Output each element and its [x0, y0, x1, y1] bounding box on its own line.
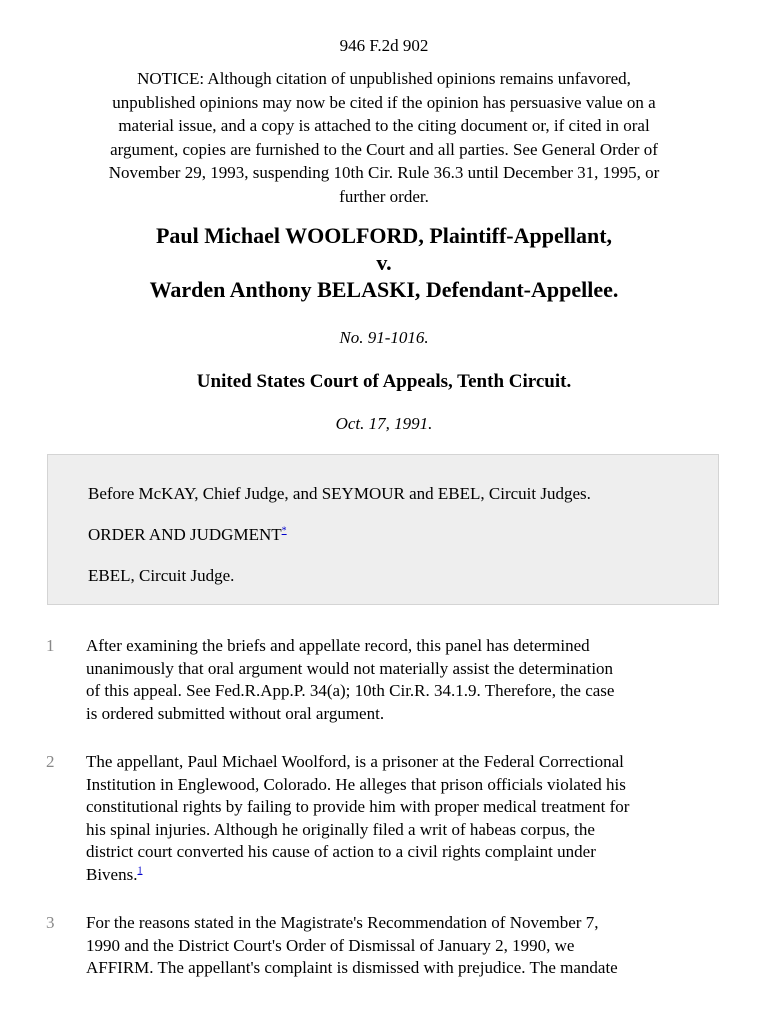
notice-line: argument, copies are furnished to the Court and all parties. See General Order of — [110, 139, 658, 159]
notice-line: NOTICE: Although citation of unpublished opinions remains unfavored, — [137, 69, 631, 88]
decision-date: Oct. 17, 1991. — [335, 414, 433, 433]
footnote-link-star[interactable]: * — [281, 525, 287, 537]
notice-line: unpublished opinions may now be cited if the opinion has persuasive value on a — [112, 92, 656, 112]
judges-panel — [47, 454, 719, 605]
case-caption — [0, 222, 768, 303]
order-title: ORDER AND JUDGMENT — [88, 525, 282, 544]
defendant-name: Warden Anthony BELASKI, Defendant-Appellee. — [149, 277, 619, 302]
paragraph-number: 3 — [46, 913, 55, 932]
paragraph-number: 1 — [46, 636, 55, 655]
paragraph-line: The appellant, Paul Michael Woolford, is a prisoner at the Federal Correctional — [86, 752, 624, 771]
paragraph-line: 1990 and the District Court's Order of Dismissal of January 2, 1990, we — [86, 935, 575, 955]
footnote-link-1[interactable]: 1 — [137, 864, 143, 876]
paragraph-line: of this appeal. See Fed.R.App.P. 34(a); 10th Cir.R. 34.1.9. Therefore, the case — [86, 681, 615, 700]
paragraph-line: Institution in Englewood, Colorado. He alleges that prison officials violated his — [86, 774, 626, 794]
paragraph-text — [86, 751, 726, 886]
author-judge: EBEL, Circuit Judge. — [88, 566, 235, 585]
paragraph-number: 2 — [46, 752, 55, 771]
paragraph-text — [86, 635, 726, 725]
paragraph-line-last — [86, 864, 726, 887]
paragraph-line: After examining the briefs and appellate record, this panel has determined — [86, 636, 590, 655]
panel-judges: Before McKAY, Chief Judge, and SEYMOUR and EBEL, Circuit Judges. — [88, 484, 591, 503]
notice-line: further order. — [339, 186, 429, 206]
paragraph-line: For the reasons stated in the Magistrate's Recommendation of November 7, — [86, 913, 599, 932]
reporter-citation: 946 F.2d 902 — [339, 36, 429, 55]
unpublished-notice — [50, 67, 718, 208]
paragraph-line: unanimously that oral argument would not materially assist the determination — [86, 658, 614, 678]
paragraph-line: his spinal injuries. Although he originally filed a writ of habeas corpus, the — [86, 819, 595, 839]
paragraph-text — [86, 912, 726, 980]
notice-line: November 29, 1993, suspending 10th Cir. Rule 36.3 until December 31, 1995, or — [108, 163, 660, 182]
court-name: United States Court of Appeals, Tenth Circuit. — [196, 371, 572, 392]
notice-line: material issue, and a copy is attached to the citing document or, if cited in oral — [118, 116, 650, 135]
plaintiff-name: Paul Michael WOOLFORD, Plaintiff-Appellant, — [155, 223, 613, 248]
paragraph-line: Bivens. — [86, 864, 138, 884]
docket-number: No. 91-1016. — [339, 328, 429, 347]
paragraph-line: district court converted his cause of action to a civil rights complaint under — [86, 842, 596, 861]
paragraph-line: is ordered submitted without oral argument. — [86, 703, 385, 723]
versus-label: v. — [376, 250, 392, 275]
paragraph-line: AFFIRM. The appellant's complaint is dismissed with prejudice. The mandate — [86, 958, 618, 977]
order-and-judgment-heading — [88, 524, 287, 546]
paragraph-line: constitutional rights by failing to provide him with proper medical treatment for — [86, 797, 630, 816]
